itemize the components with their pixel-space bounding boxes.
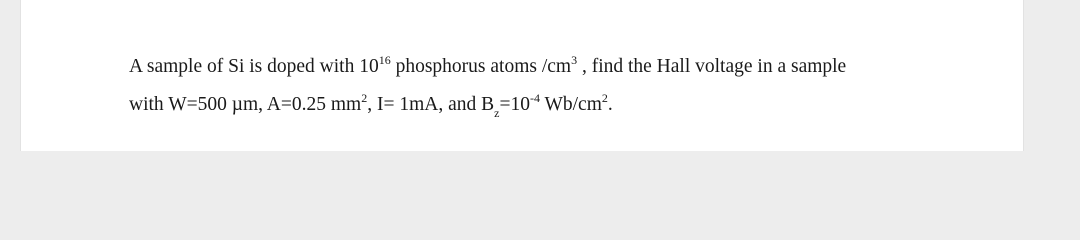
question-line-1 [129, 52, 847, 78]
question-line-2 [129, 90, 613, 120]
subscript: z [494, 105, 500, 120]
superscript: 16 [378, 52, 391, 67]
text-segment: A sample of Si is doped with 10 [129, 56, 379, 77]
text-segment: , I= 1mA, and B [367, 94, 495, 115]
text-segment: Wb/cm [539, 94, 602, 115]
superscript: 2 [361, 90, 368, 105]
text-segment: . [607, 94, 613, 115]
text-segment: with W=500 µm, A=0.25 mm [129, 94, 362, 115]
text-segment: , find the Hall voltage in a sample [577, 56, 847, 77]
superscript: -4 [529, 90, 540, 105]
superscript: 3 [571, 52, 578, 67]
text-segment: =10 [499, 94, 530, 115]
superscript: 2 [601, 90, 608, 105]
document-page [20, 0, 1024, 151]
text-segment: phosphorus atoms /cm [390, 56, 572, 77]
